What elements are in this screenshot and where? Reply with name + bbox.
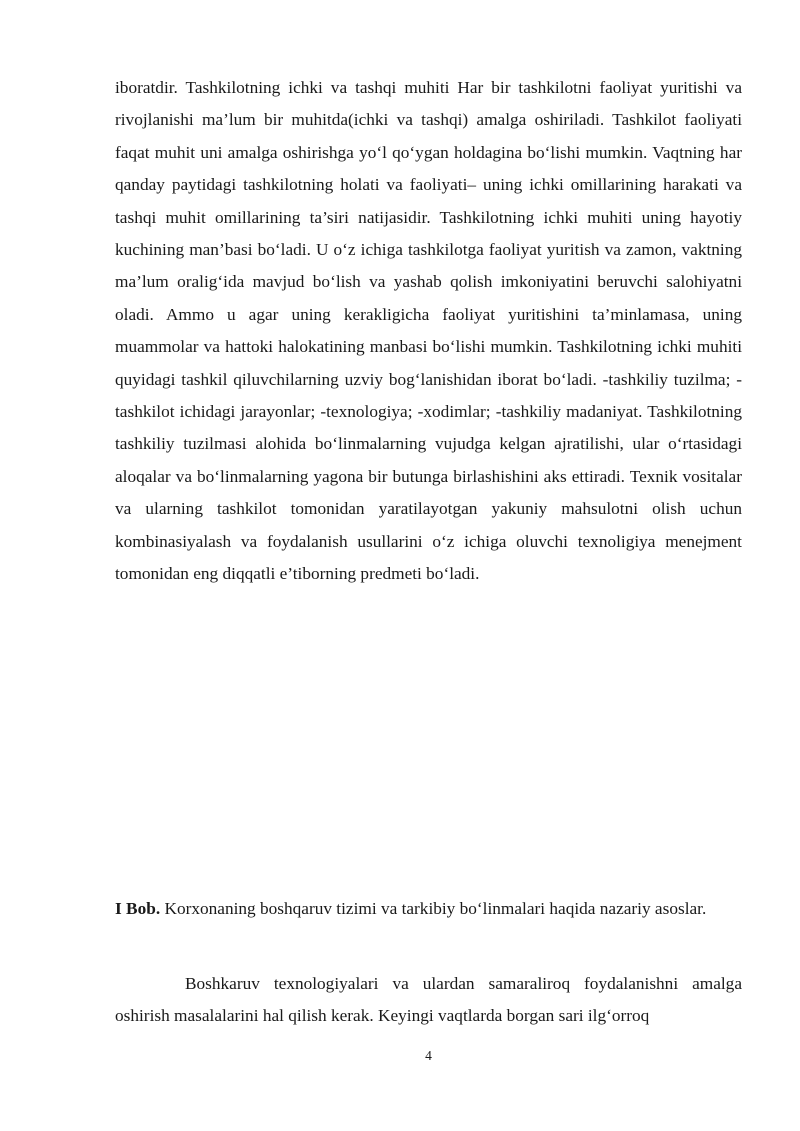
body-paragraph-1: iboratdir. Tashkilotning ichki va tashqi muhiti Har bir tashkilotni faoliyat yuritishi va rivojlanishi ma’lum bir muhitda(ichki va tashqi) amalga oshiriladi. Tashkilot faoliyati faqat muhit uni amalga oshirishga yo‘l qo‘ygan holdagina bo‘lishi mumkin. Vaqtning har qanday paytidagi tashkilotning holati va faoliyati– uning ichki omillarining harakati va tashqi muhit omillarining ta’siri natijasidir. Tashkilotning ichki muhiti uning hayotiy kuchining man’basi bo‘ladi. U o‘z ichiga tashkilotga faoliyat yuritish va zamon, vaktning ma’lum oralig‘ida mavjud bo‘lish va yashab qolish imkoniyatini beruvchi salohiyatni oladi. Ammo u agar uning kerakligicha faoliyat yuritishini ta’minlamasa, uning muammolar va hattoki halokatining manbasi bo‘lishi mumkin. Tashkilotning ichki muhiti quyidagi tashkil qiluvchilarning uzviy bog‘lanishidan iborat bo‘ladi. -tashkiliy tuzilma; -tashkilot ichidagi jarayonlar; -texnologiya; -xodimlar; -tashkiliy madaniyat. Tashkilotning tashkiliy tuzilmasi alohida bo‘linmalarning vujudga kelgan ajratilishi, ular o‘rtasidagi aloqalar va bo‘linmalarning yagona bir butunga birlashishini aks ettiradi. Texnik vositalar va ularning tashkilot tomonidan yaratilayotgan yakuniy mahsulotni olish uchun kombinasiyalash va foydalanish usullarini o‘z ichiga oluvchi texnoligiya menejment tomonidan eng diqqatli e’tiborning predmeti bo‘ladi. — [115, 78, 742, 584]
body-paragraph-2: Boshkaruv texnologiyalari va ulardan samaraliroq foydalanishni amalga oshirish masalalarini hal qilish kerak. Keyingi vaqtlarda borgan sari ilg‘orroq — [115, 974, 742, 1026]
chapter-heading — [115, 893, 742, 925]
page-number: 4 — [425, 1048, 432, 1063]
chapter-label: I Bob. — [115, 899, 161, 918]
chapter-title: Korxonaning boshqaruv tizimi va tarkibiy bo‘linmalari haqida nazariy asoslar. — [160, 899, 707, 918]
